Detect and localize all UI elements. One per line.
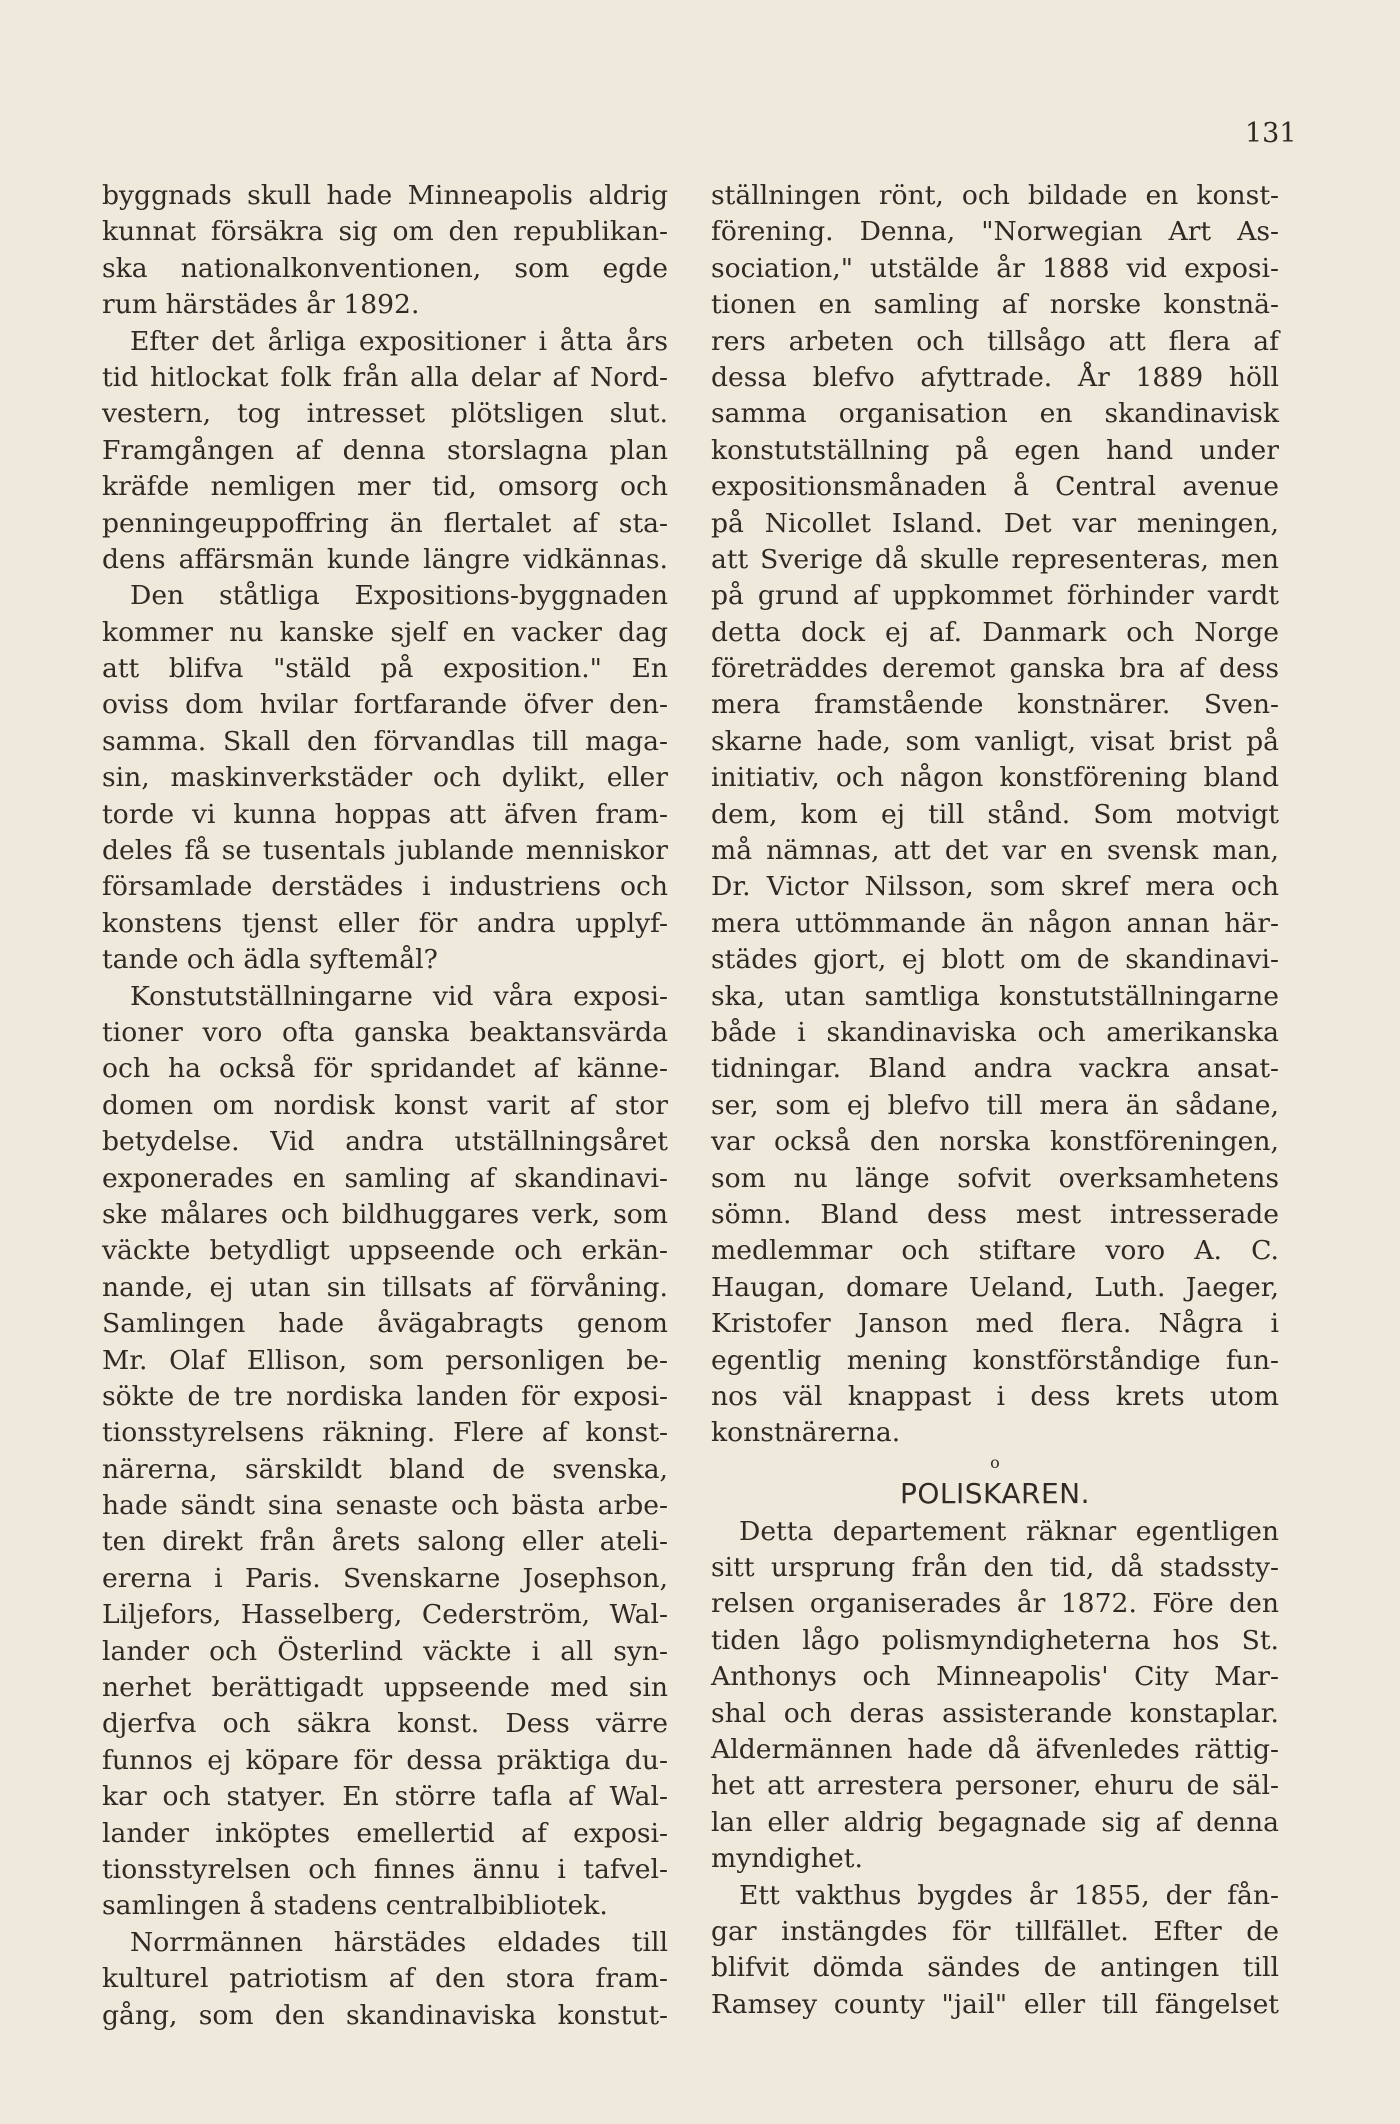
text-line: Den ståtliga Expositions-byggnaden bbox=[130, 580, 668, 612]
text-line: het att arrestera personer, ehuru de säl- bbox=[711, 1770, 1279, 1802]
text-line: som nu länge sofvit overksamhetens bbox=[711, 1162, 1279, 1194]
text-line: initiativ, och någon konstförening bland bbox=[711, 762, 1279, 794]
text-line: ska nationalkonventionen, som egde bbox=[102, 252, 668, 284]
text-line: dens affärsmän kunde längre vidkännas. bbox=[102, 543, 668, 575]
text-line: på grund af uppkommet förhinder vardt bbox=[711, 580, 1279, 612]
text-line: tidningar. Bland andra vackra ansat- bbox=[711, 1053, 1279, 1085]
text-line: sökte de tre nordiska landen för exposi- bbox=[102, 1380, 668, 1412]
text-line: företräddes deremot ganska bra af dess bbox=[711, 653, 1279, 685]
text-line: lan eller aldrig begagnade sig af denna bbox=[711, 1806, 1279, 1838]
text-line: tid hitlockat folk från alla delar af Nord- bbox=[102, 361, 668, 393]
text-line: rum härstädes år 1892. bbox=[102, 289, 420, 321]
text-line: Kristofer Janson med flera. Några i bbox=[711, 1308, 1279, 1340]
text-line: samma. Skall den förvandlas till maga- bbox=[102, 725, 668, 757]
text-line: kommer nu kanske sjelf en vacker dag bbox=[102, 616, 668, 648]
text-line: Liljefors, Hasselberg, Cederström, Wal- bbox=[102, 1599, 668, 1631]
text-line: konstens tjenst eller för andra upplyf- bbox=[102, 907, 668, 939]
text-line: tionen en samling af norske konstnä- bbox=[711, 289, 1279, 321]
text-line: sin, maskinverkstäder och dylikt, eller bbox=[102, 762, 668, 794]
section-heading: POLISKAREN. bbox=[899, 1476, 1091, 1510]
text-line: närerna, särskildt bland de svenska, bbox=[102, 1453, 668, 1485]
text-line: nerhet berättigadt uppseende med sin bbox=[102, 1672, 668, 1704]
text-line: mera framstående konstnärer. Sven- bbox=[711, 689, 1279, 721]
text-line: samlingen å stadens centralbibliotek. bbox=[102, 1890, 608, 1922]
text-line: kulturel patriotism af den stora fram- bbox=[102, 1963, 668, 1995]
text-line: lander och Österlind väckte i all syn- bbox=[102, 1635, 668, 1667]
text-line: både i skandinaviska och amerikanska bbox=[711, 1016, 1279, 1048]
text-line: Anthonys och Minneapolis' City Mar- bbox=[711, 1661, 1279, 1693]
text-line: nos väl knappast i dess krets utom bbox=[711, 1380, 1279, 1412]
text-line: Samlingen hade åvägabragts genom bbox=[102, 1308, 668, 1340]
text-line: Haugan, domare Ueland, Luth. Jaeger, bbox=[711, 1271, 1279, 1303]
text-line: medlemmar och stiftare voro A. C. bbox=[711, 1235, 1279, 1267]
text-line: sitt ursprung från den tid, då stadssty- bbox=[711, 1552, 1279, 1584]
section-marker: o bbox=[990, 1452, 1000, 1472]
text-line: kunnat försäkra sig om den republikan- bbox=[102, 216, 668, 248]
right-column-text-top bbox=[711, 178, 1279, 1452]
text-line: att Sverige då skulle representeras, men bbox=[711, 543, 1279, 575]
text-line: församlade derstädes i industriens och bbox=[102, 871, 668, 903]
text-line: ten direkt från årets salong eller ateli- bbox=[102, 1526, 668, 1558]
text-line: betydelse. Vid andra utställningsåret bbox=[102, 1126, 668, 1158]
text-line: Efter det årliga expositioner i åtta års bbox=[130, 325, 668, 357]
text-line: sömn. Bland dess mest intresserade bbox=[711, 1198, 1279, 1230]
text-line: lander inköptes emellertid af exposi- bbox=[102, 1817, 668, 1849]
text-line: konstutställning på egen hand under bbox=[711, 434, 1279, 466]
text-line: detta dock ej af. Danmark och Norge bbox=[711, 616, 1279, 648]
text-line: dessa blefvo afyttrade. År 1889 höll bbox=[711, 361, 1279, 393]
text-line: tande och ädla syftemål? bbox=[102, 944, 438, 976]
text-line: domen om nordisk konst varit af stor bbox=[102, 1089, 668, 1121]
text-line: tiden lågo polismyndigheterna hos St. bbox=[711, 1624, 1279, 1656]
text-line: ske målares och bildhuggares verk, som bbox=[102, 1198, 668, 1230]
text-line: Norrmännen härstädes eldades till bbox=[130, 1926, 668, 1958]
text-line: rers arbeten och tillsågo att flera af bbox=[711, 325, 1279, 357]
text-line: förening. Denna, "Norwegian Art As- bbox=[711, 216, 1279, 248]
text-line: mera uttömmande än någon annan här- bbox=[711, 907, 1279, 939]
text-line: Detta departement räknar egentligen bbox=[739, 1515, 1279, 1547]
text-line: torde vi kunna hoppas att äfven fram- bbox=[102, 798, 668, 830]
text-line: byggnads skull hade Minneapolis aldrig bbox=[102, 180, 668, 211]
text-line: ser, som ej blefvo till mera än sådane, bbox=[711, 1089, 1279, 1121]
text-line: tionsstyrelsens räkning. Flere af konst- bbox=[102, 1417, 668, 1449]
text-line: tionsstyrelsen och finnes ännu i tafvel- bbox=[102, 1853, 668, 1885]
text-line: funnos ej köpare för dessa präktiga du- bbox=[102, 1744, 668, 1776]
text-line: exponerades en samling af skandinavi- bbox=[102, 1162, 668, 1194]
text-line: dem, kom ej till stånd. Som motvigt bbox=[711, 798, 1279, 830]
text-line: gång, som den skandinaviska konstut- bbox=[102, 1999, 668, 2031]
right-column-text-bottom bbox=[711, 1514, 1279, 2023]
text-line: egentlig mening konstförståndige fun- bbox=[711, 1344, 1279, 1376]
left-column bbox=[102, 178, 668, 2034]
text-line: nande, ej utan sin tillsats af förvåning. bbox=[102, 1271, 668, 1303]
text-line: ererna i Paris. Svenskarne Josephson, bbox=[102, 1562, 668, 1594]
right-column bbox=[711, 178, 1279, 2023]
text-line: kräfde nemligen mer tid, omsorg och bbox=[102, 471, 668, 503]
text-line: expositionsmånaden å Central avenue bbox=[711, 471, 1279, 503]
text-line: städes gjort, ej blott om de skandinavi- bbox=[711, 944, 1279, 976]
text-line: Aldermännen hade då äfvenledes rättig- bbox=[711, 1734, 1279, 1766]
text-line: Mr. Olaf Ellison, som personligen be- bbox=[102, 1344, 668, 1376]
text-line: myndighet. bbox=[711, 1843, 863, 1875]
text-line: deles få se tusentals jublande menniskor bbox=[102, 835, 668, 867]
text-line: på Nicollet Island. Det var meningen, bbox=[711, 507, 1279, 539]
text-line: må nämnas, att det var en svensk man, bbox=[711, 835, 1279, 867]
text-line: hade sändt sina senaste och bästa arbe- bbox=[102, 1490, 668, 1522]
text-line: ska, utan samtliga konstutställningarne bbox=[711, 980, 1279, 1012]
text-line: gar instängdes för tillfället. Efter de bbox=[711, 1915, 1279, 1947]
text-line: väckte betydligt uppseende och erkän- bbox=[102, 1235, 668, 1267]
text-line: Ett vakthus bygdes år 1855, der fån- bbox=[739, 1879, 1279, 1911]
text-line: blifvit dömda sändes de antingen till bbox=[711, 1952, 1279, 1984]
text-line: shal och deras assisterande konstaplar. bbox=[711, 1697, 1279, 1729]
text-line: och ha också för spridandet af känne- bbox=[102, 1053, 668, 1085]
page-number: 131 bbox=[1245, 118, 1297, 149]
text-line: var också den norska konstföreningen, bbox=[711, 1126, 1279, 1158]
text-line: att blifva "stäld på exposition." En bbox=[102, 653, 668, 685]
text-line: Framgången af denna storslagna plan bbox=[102, 434, 668, 466]
text-line: relsen organiserades år 1872. Före den bbox=[711, 1588, 1279, 1620]
text-line: Ramsey county "jail" eller till fängelset bbox=[711, 1988, 1279, 2020]
text-line: kar och statyer. En större tafla af Wal- bbox=[102, 1781, 668, 1813]
text-line: penningeuppoffring än flertalet af sta- bbox=[102, 507, 668, 539]
text-line: sociation," utstälde år 1888 vid exposi- bbox=[711, 252, 1279, 284]
text-line: oviss dom hvilar fortfarande öfver den- bbox=[102, 689, 668, 721]
text-line: Konstutställningarne vid våra exposi- bbox=[130, 980, 668, 1012]
text-line: konstnärerna. bbox=[711, 1417, 901, 1449]
text-line: ställningen rönt, och bildade en konst- bbox=[711, 180, 1279, 211]
text-line: Dr. Victor Nilsson, som skref mera och bbox=[711, 871, 1279, 903]
text-line: djerfva och säkra konst. Dess värre bbox=[102, 1708, 668, 1740]
text-line: samma organisation en skandinavisk bbox=[711, 398, 1279, 430]
text-line: tioner voro ofta ganska beaktansvärda bbox=[102, 1016, 668, 1048]
text-line: skarne hade, som vanligt, visat brist på bbox=[711, 725, 1279, 757]
text-line: vestern, tog intresset plötsligen slut. bbox=[102, 398, 668, 430]
